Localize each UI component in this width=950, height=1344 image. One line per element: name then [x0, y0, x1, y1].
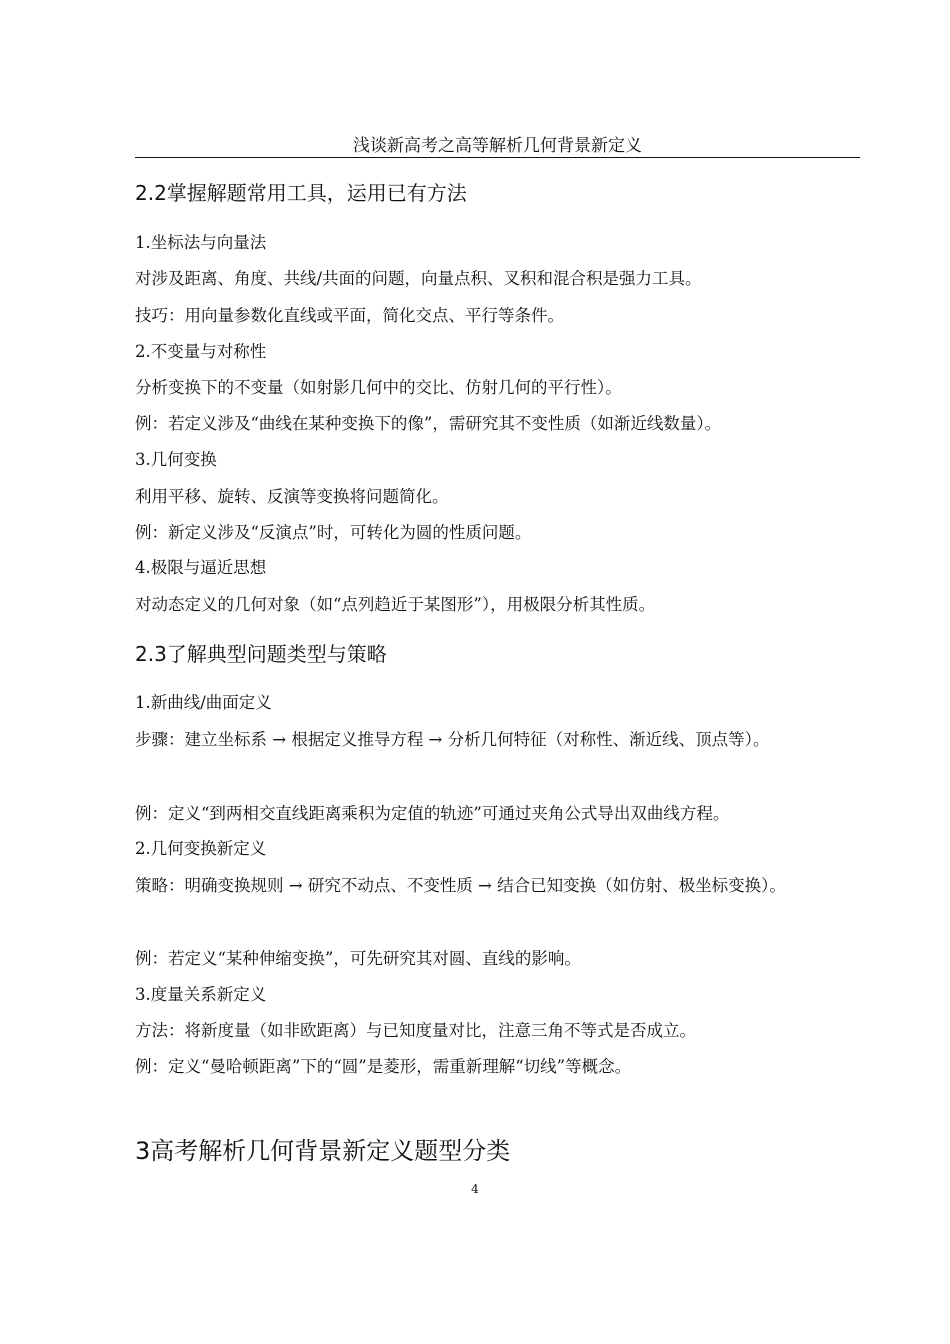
paragraph: 步骤：建立坐标系 → 根据定义推导方程 → 分析几何特征（对称性、渐近线、顶点等）。 [135, 730, 770, 749]
paragraph: 利用平移、旋转、反演等变换将问题简化。 [135, 487, 449, 506]
header-rule [135, 157, 860, 158]
paragraph: 例：定义“曼哈顿距离”下的“圆”是菱形，需重新理解“切线”等概念。 [135, 1057, 632, 1076]
subsection-title: 3.度量关系新定义 [135, 985, 267, 1004]
paragraph: 对涉及距离、角度、共线/共面的问题，向量点积、叉积和混合积是强力工具。 [135, 269, 702, 288]
paragraph: 例：若定义涉及“曲线在某种变换下的像”，需研究其不变性质（如渐近线数量）。 [135, 414, 722, 433]
section-heading-2-2: 2.2掌握解题常用工具，运用已有方法 [135, 181, 467, 205]
paragraph: 方法：将新度量（如非欧距离）与已知度量对比，注意三角不等式是否成立。 [135, 1021, 696, 1040]
paragraph: 例：若定义“某种伸缩变换”，可先研究其对圆、直线的影响。 [135, 949, 581, 968]
subsection-title: 2.不变量与对称性 [135, 342, 267, 361]
paragraph: 对动态定义的几何对象（如“点列趋近于某图形”），用极限分析其性质。 [135, 595, 656, 614]
subsection-title: 1.新曲线/曲面定义 [135, 693, 272, 712]
page-number: 4 [471, 1182, 479, 1196]
subsection-title: 2.几何变换新定义 [135, 839, 267, 858]
paragraph: 技巧：用向量参数化直线或平面，简化交点、平行等条件。 [135, 306, 564, 325]
running-header: 浅谈新高考之高等解析几何背景新定义 [353, 136, 642, 156]
paragraph: 策略：明确变换规则 → 研究不动点、不变性质 → 结合已知变换（如仿射、极坐标变换）。 [135, 876, 786, 895]
paragraph: 例：定义“到两相交直线距离乘积为定值的轨迹”可通过夹角公式导出双曲线方程。 [135, 804, 730, 823]
section-heading-3: 3高考解析几何背景新定义题型分类 [135, 1137, 511, 1165]
subsection-title: 3.几何变换 [135, 450, 217, 469]
paragraph: 例：新定义涉及“反演点”时，可转化为圆的性质问题。 [135, 523, 532, 542]
paragraph: 分析变换下的不变量（如射影几何中的交比、仿射几何的平行性）。 [135, 378, 622, 397]
subsection-title: 1.坐标法与向量法 [135, 233, 267, 252]
subsection-title: 4.极限与逼近思想 [135, 558, 267, 577]
section-heading-2-3: 2.3了解典型问题类型与策略 [135, 642, 387, 666]
